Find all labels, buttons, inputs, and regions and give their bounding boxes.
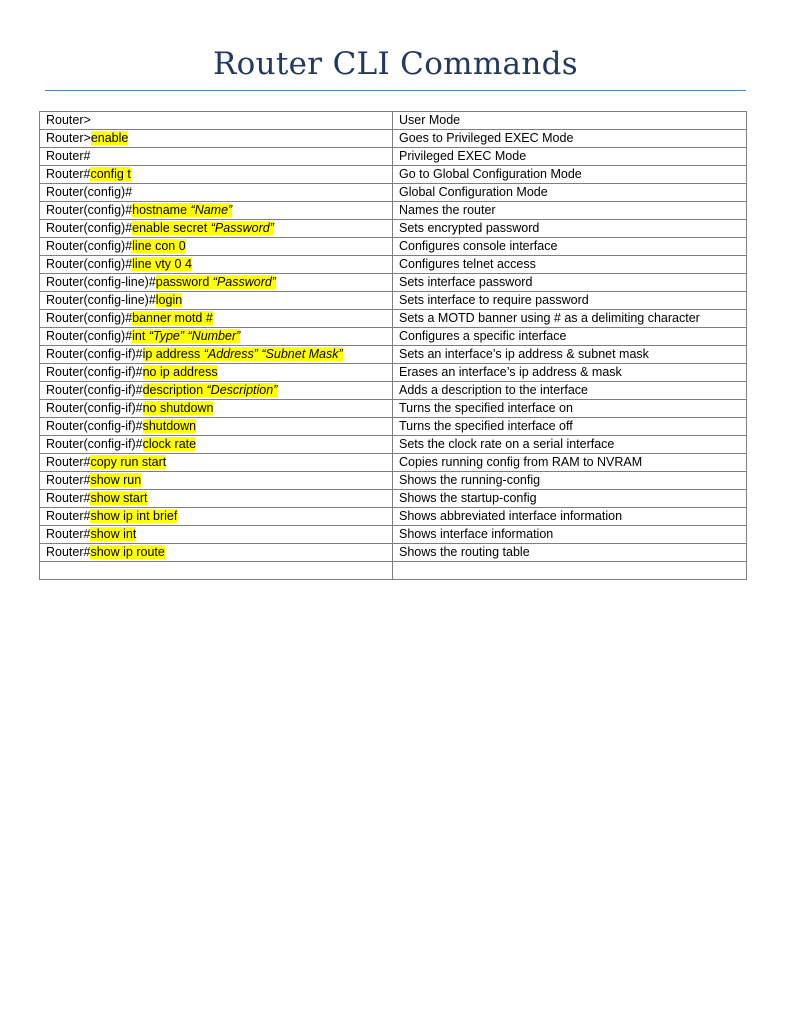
command-cell — [40, 328, 393, 346]
command-cell — [40, 274, 393, 292]
table-row — [40, 202, 747, 220]
command-text: config t — [90, 167, 131, 181]
mode-prompt: Router# — [46, 167, 91, 181]
mode-prompt: Router# — [46, 149, 91, 163]
table-row — [40, 256, 747, 274]
table-row — [40, 544, 747, 562]
command-argument: “Password” — [210, 221, 274, 235]
mode-prompt: Router# — [46, 545, 91, 559]
command-cell — [40, 346, 393, 364]
command-text: no shutdown — [142, 401, 214, 415]
table-row — [40, 400, 747, 418]
mode-prompt: Router(config)# — [46, 203, 133, 217]
mode-prompt: Router# — [46, 527, 91, 541]
table-row — [40, 490, 747, 508]
mode-prompt: Router(config-if)# — [46, 401, 143, 415]
command-cell — [40, 508, 393, 526]
command-text: show int — [90, 527, 137, 541]
table-row — [40, 184, 747, 202]
table-row — [40, 220, 747, 238]
description-cell: Shows interface information — [393, 526, 747, 544]
mode-prompt: Router# — [46, 473, 91, 487]
command-highlight — [90, 167, 130, 181]
command-text: enable secret — [132, 221, 211, 235]
command-highlight — [143, 365, 218, 379]
table-row — [40, 274, 747, 292]
mode-prompt: Router(config)# — [46, 329, 133, 343]
command-highlight — [90, 455, 166, 469]
table-row — [40, 292, 747, 310]
description-cell: Turns the specified interface off — [393, 418, 747, 436]
table-row — [40, 130, 747, 148]
mode-prompt: Router(config)# — [46, 257, 133, 271]
description-cell: User Mode — [393, 112, 747, 130]
description-cell: Turns the specified interface on — [393, 400, 747, 418]
command-text: copy run start — [90, 455, 167, 469]
command-cell — [40, 220, 393, 238]
command-highlight — [132, 311, 213, 325]
command-highlight — [132, 239, 186, 253]
page-title: Router CLI Commands — [213, 46, 578, 82]
table-row — [40, 112, 747, 130]
mode-prompt: Router(config)# — [46, 311, 133, 325]
command-argument: “Address” “Subnet Mask” — [203, 347, 343, 361]
command-argument: “Password” — [212, 275, 276, 289]
description-cell: Configures a specific interface — [393, 328, 747, 346]
command-text: password — [155, 275, 213, 289]
table-row — [40, 238, 747, 256]
table-row — [40, 418, 747, 436]
command-argument: “Type” “Number” — [148, 329, 241, 343]
description-cell: Global Configuration Mode — [393, 184, 747, 202]
command-highlight — [90, 545, 164, 559]
command-highlight — [143, 347, 343, 361]
command-cell — [40, 166, 393, 184]
description-cell: Erases an interface’s ip address & mask — [393, 364, 747, 382]
command-argument: “Description” — [206, 383, 278, 397]
command-text: enable — [90, 131, 129, 145]
description-cell: Shows the startup-config — [393, 490, 747, 508]
description-cell: Sets the clock rate on a serial interface — [393, 436, 747, 454]
command-cell — [40, 544, 393, 562]
command-highlight — [143, 401, 214, 415]
empty-cell — [393, 562, 747, 580]
command-highlight — [132, 221, 274, 235]
description-cell: Privileged EXEC Mode — [393, 148, 747, 166]
mode-prompt: Router# — [46, 509, 91, 523]
empty-cell — [40, 562, 393, 580]
command-text: int — [132, 329, 149, 343]
mode-prompt: Router(config-if)# — [46, 437, 143, 451]
description-cell: Shows abbreviated interface information — [393, 508, 747, 526]
command-highlight — [90, 491, 147, 505]
command-cell — [40, 184, 393, 202]
mode-prompt: Router(config)# — [46, 185, 133, 199]
table-row — [40, 328, 747, 346]
mode-prompt: Router(config-if)# — [46, 419, 143, 433]
command-text: banner motd # — [132, 311, 213, 325]
command-text: shutdown — [142, 419, 197, 433]
mode-prompt: Router(config)# — [46, 239, 133, 253]
empty-row — [40, 562, 747, 580]
description-cell: Sets an interface’s ip address & subnet mask — [393, 346, 747, 364]
table-row — [40, 346, 747, 364]
command-cell — [40, 292, 393, 310]
table-row — [40, 436, 747, 454]
command-cell — [40, 418, 393, 436]
title-divider — [45, 90, 746, 91]
table-row — [40, 364, 747, 382]
mode-prompt: Router(config-line)# — [46, 275, 156, 289]
command-text: clock rate — [142, 437, 197, 451]
command-text: ip address — [142, 347, 204, 361]
command-cell — [40, 400, 393, 418]
command-cell — [40, 526, 393, 544]
description-cell: Sets encrypted password — [393, 220, 747, 238]
command-argument: “Name” — [190, 203, 233, 217]
mode-prompt: Router> — [46, 131, 91, 145]
command-text: hostname — [132, 203, 191, 217]
command-highlight — [132, 329, 240, 343]
mode-prompt: Router(config-line)# — [46, 293, 156, 307]
command-cell — [40, 148, 393, 166]
command-cell — [40, 454, 393, 472]
command-text: description — [142, 383, 207, 397]
command-text: line con 0 — [132, 239, 186, 253]
command-highlight — [90, 527, 136, 541]
command-cell — [40, 130, 393, 148]
command-text: show ip int brief — [90, 509, 178, 523]
command-cell — [40, 382, 393, 400]
commands-table — [39, 111, 747, 580]
command-text: show run — [90, 473, 142, 487]
description-cell: Sets interface password — [393, 274, 747, 292]
command-highlight — [132, 257, 192, 271]
description-cell: Copies running config from RAM to NVRAM — [393, 454, 747, 472]
description-cell: Adds a description to the interface — [393, 382, 747, 400]
command-text: show ip route — [90, 545, 165, 559]
command-cell — [40, 436, 393, 454]
table-row — [40, 508, 747, 526]
command-cell — [40, 238, 393, 256]
description-cell: Configures telnet access — [393, 256, 747, 274]
command-cell — [40, 256, 393, 274]
command-highlight — [156, 293, 182, 307]
table-row — [40, 148, 747, 166]
mode-prompt: Router# — [46, 491, 91, 505]
mode-prompt: Router> — [46, 113, 91, 127]
mode-prompt: Router(config-if)# — [46, 347, 143, 361]
mode-prompt: Router(config)# — [46, 221, 133, 235]
description-cell: Names the router — [393, 202, 747, 220]
commands-table-body — [40, 112, 747, 580]
command-cell — [40, 112, 393, 130]
table-row — [40, 472, 747, 490]
mode-prompt: Router# — [46, 455, 91, 469]
command-text: login — [155, 293, 183, 307]
table-row — [40, 310, 747, 328]
mode-prompt: Router(config-if)# — [46, 383, 143, 397]
command-highlight — [90, 473, 141, 487]
description-cell: Sets interface to require password — [393, 292, 747, 310]
command-cell — [40, 202, 393, 220]
command-text: show start — [90, 491, 148, 505]
command-highlight — [90, 509, 177, 523]
command-cell — [40, 490, 393, 508]
command-text: no ip address — [142, 365, 218, 379]
command-text: line vty 0 4 — [132, 257, 192, 271]
command-highlight — [143, 383, 278, 397]
command-cell — [40, 472, 393, 490]
table-row — [40, 526, 747, 544]
description-cell: Configures console interface — [393, 238, 747, 256]
command-highlight — [132, 203, 232, 217]
description-cell: Shows the routing table — [393, 544, 747, 562]
mode-prompt: Router(config-if)# — [46, 365, 143, 379]
command-highlight — [91, 131, 129, 145]
command-cell — [40, 364, 393, 382]
description-cell: Shows the running-config — [393, 472, 747, 490]
table-row — [40, 166, 747, 184]
description-cell: Sets a MOTD banner using # as a delimiting character — [393, 310, 747, 328]
table-row — [40, 454, 747, 472]
command-highlight — [143, 437, 197, 451]
command-cell — [40, 310, 393, 328]
description-cell: Go to Global Configuration Mode — [393, 166, 747, 184]
command-highlight — [143, 419, 197, 433]
description-cell: Goes to Privileged EXEC Mode — [393, 130, 747, 148]
table-row — [40, 382, 747, 400]
command-highlight — [156, 275, 276, 289]
